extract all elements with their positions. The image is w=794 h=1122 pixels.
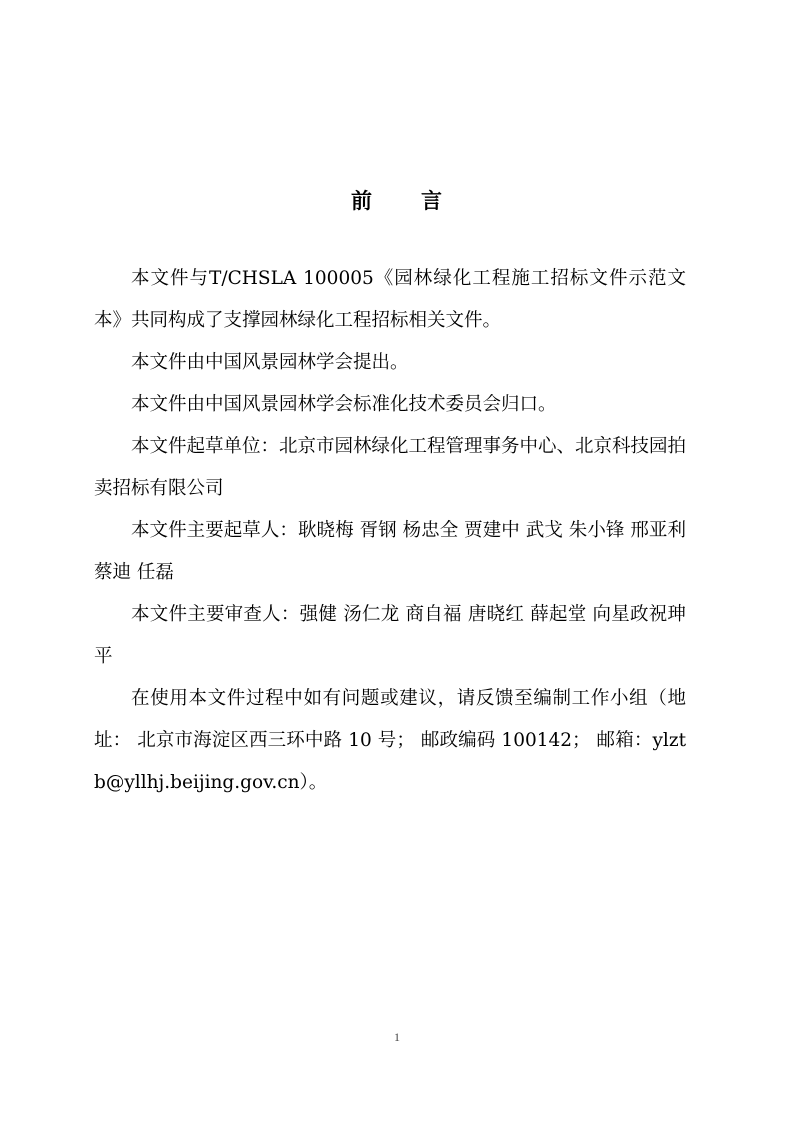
paragraph-administrator: 本文件由中国风景园林学会标准化技术委员会归口。	[131, 394, 557, 415]
foreword-body	[94, 258, 686, 804]
page-title	[0, 185, 794, 215]
paragraph-proposer: 本文件由中国风景园林学会提出。	[131, 352, 409, 373]
paragraph-reviewers: 本文件主要审查人：强健 汤仁龙 商自福 唐晓红 薛起堂 向星政祝珅平	[94, 604, 686, 667]
paragraph-drafting-units: 本文件起草单位：北京市园林绿化工程管理事务中心、北京科技园拍卖招标有限公司	[94, 436, 687, 499]
paragraph-related-documents: 本文件与T/CHSLA 100005《园林绿化工程施工招标文件示范文本》共同构成了支撑园林绿化工程招标相关文件。	[94, 268, 686, 331]
title-char-1: 前	[351, 189, 373, 213]
page-number: 1	[394, 1030, 400, 1044]
paragraph-feedback-contact: 在使用本文件过程中如有问题或建议，请反馈至编制工作小组（地址： 北京市海淀区西三环中路 10 号； 邮政编码 100142； 邮箱：ylztb@yllhj.beijing.gov.cn）。	[94, 688, 686, 793]
paragraph-drafters: 本文件主要起草人：耿晓梅 胥钢 杨忠全 贾建中 武戈 朱小锋 邢亚利 蔡迪 任磊	[94, 520, 686, 583]
title-char-2: 言	[421, 189, 443, 213]
